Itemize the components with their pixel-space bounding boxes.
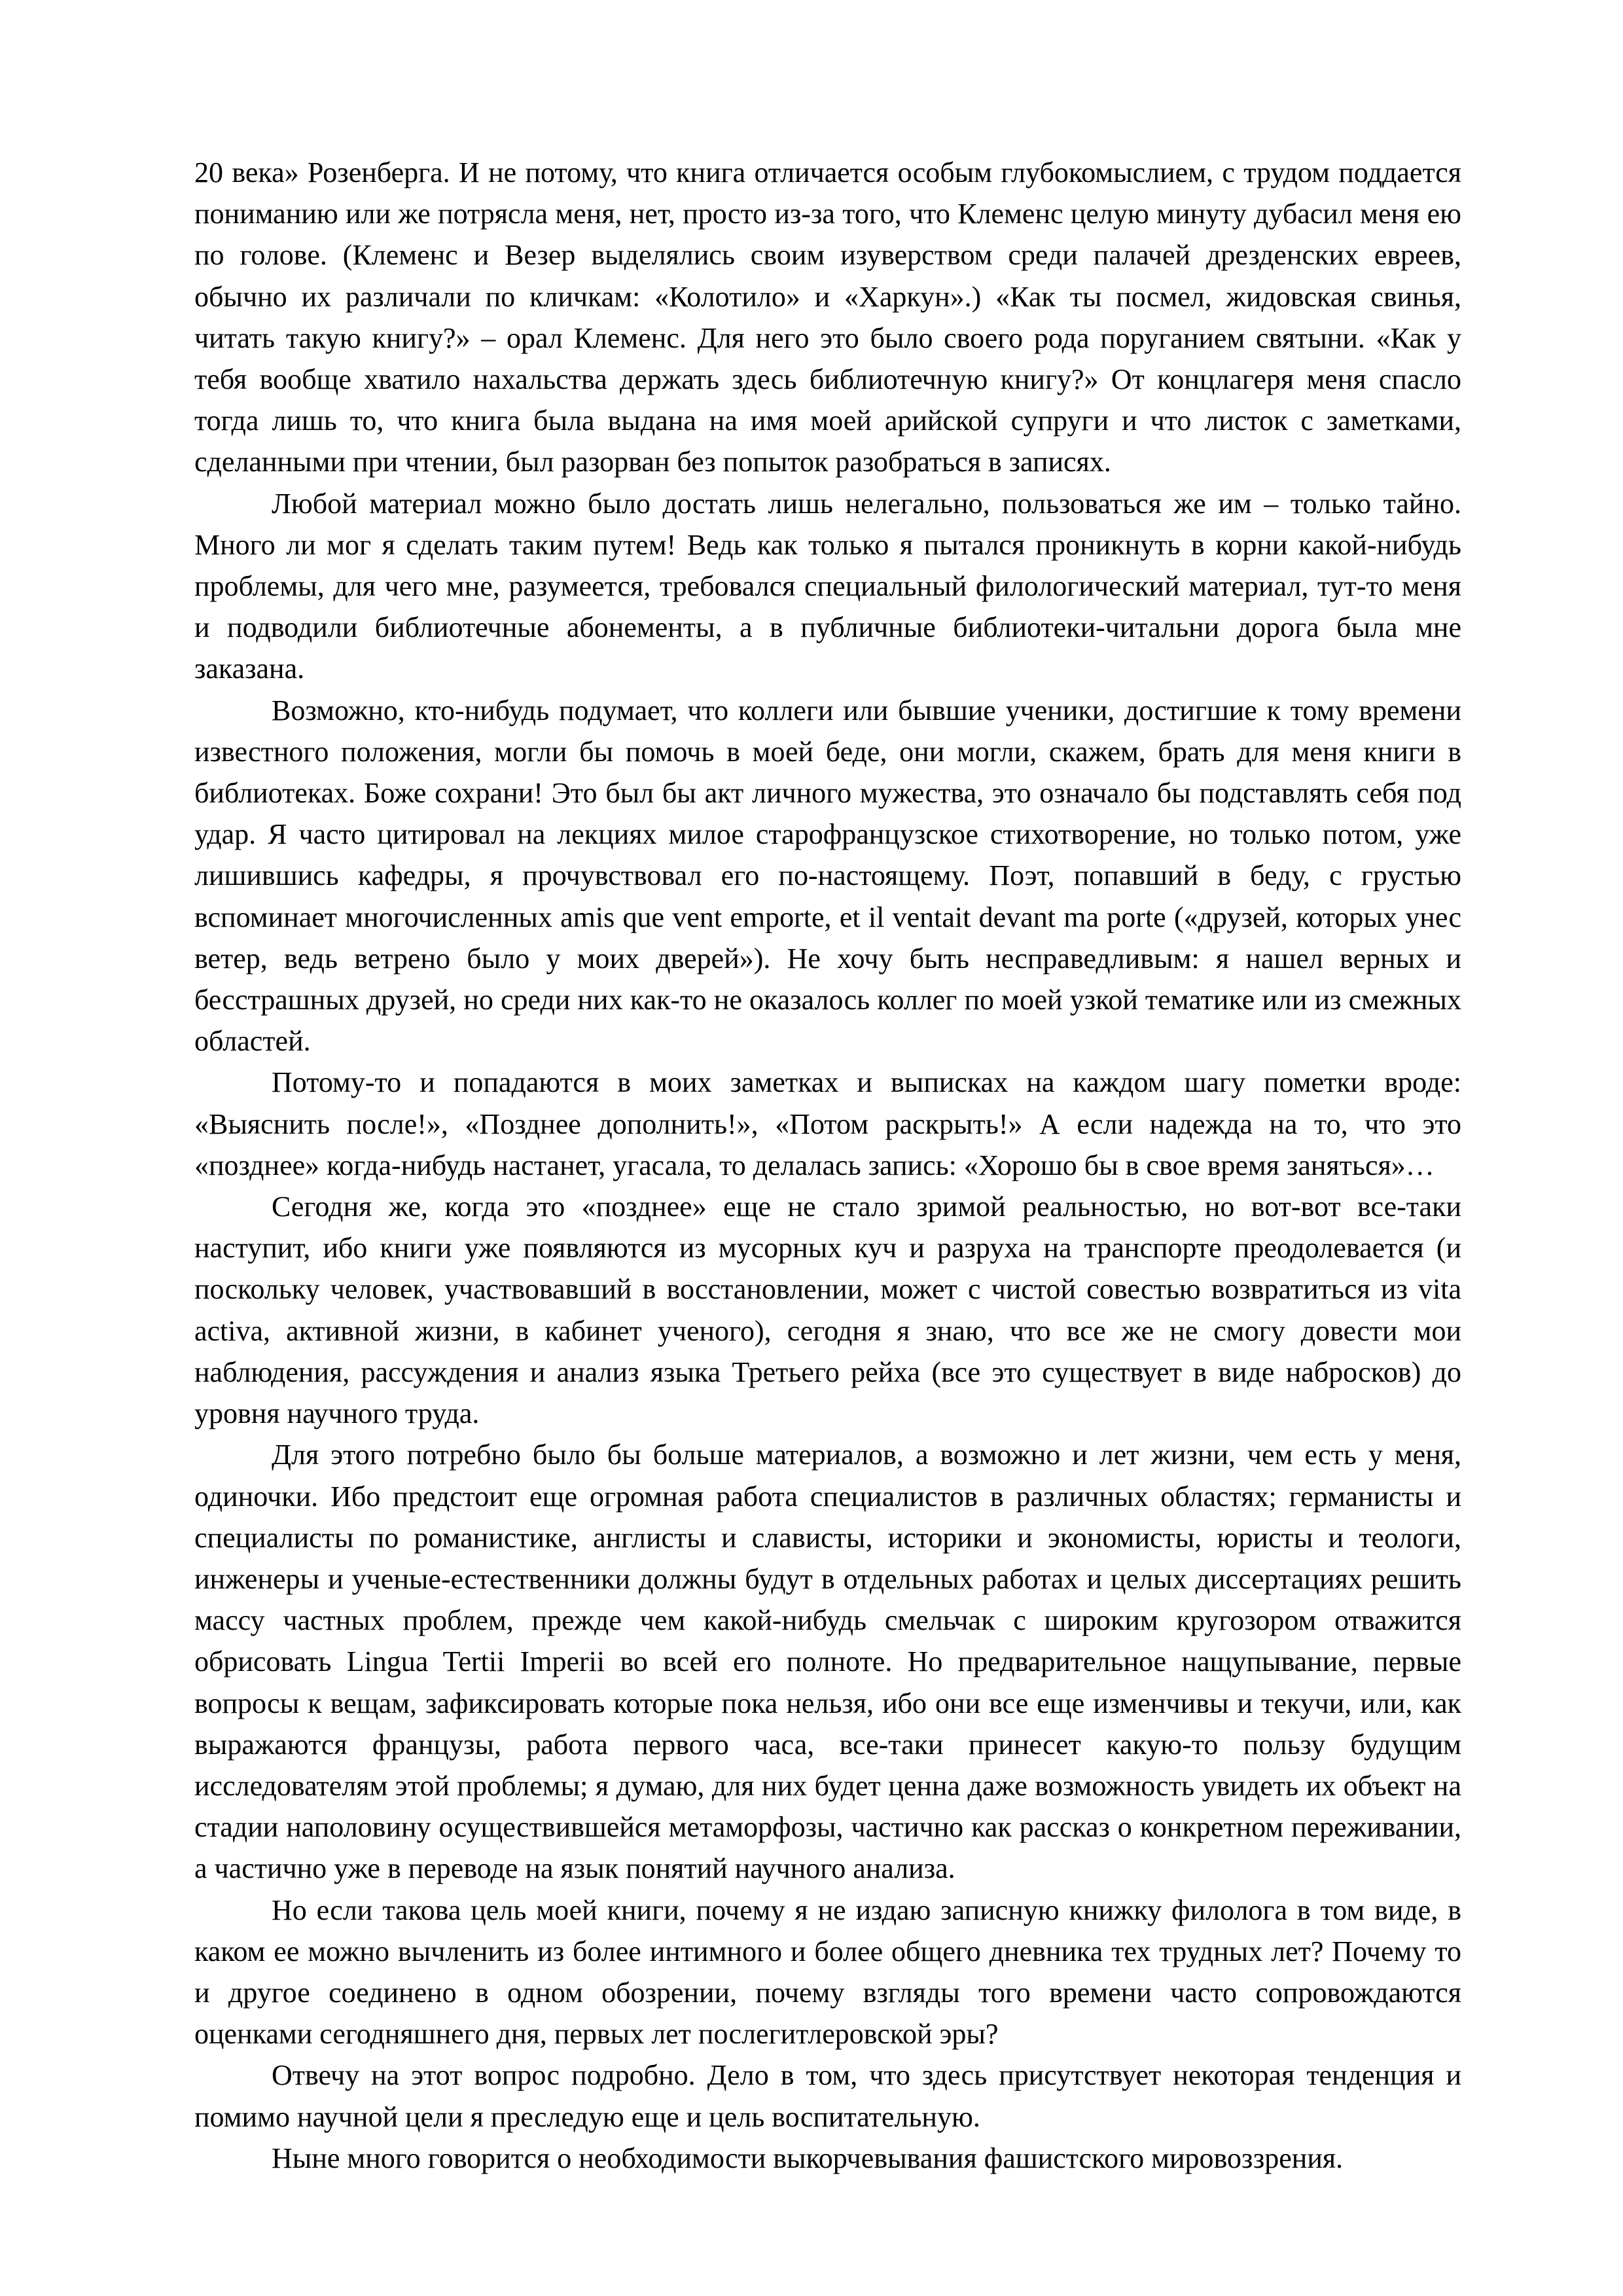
paragraph: Потому-то и попадаются в моих заметках и выписках на каждом шагу пометки вроде: «Выяснить после!», «Позднее дополнить!», «Потом раскрыть!» А если надежда на то, что это «позднее» когда-нибудь настанет, угасала, то делалась запись: «Хорошо бы в свое время заняться»… (194, 1066, 1461, 1181)
paragraph: Отвечу на этот вопрос подробно. Дело в том, что здесь присутствует некоторая тенденция и помимо научной цели я преследую еще и цель воспитательную. (194, 2059, 1461, 2133)
paragraph: Сегодня же, когда это «позднее» еще не стало зримой реальностью, но вот-вот все-таки наступит, ибо книги уже появляются из мусорных куч и разруха на транспорте преодолевается (и поскольку человек, участвовавший в восстановлении, может с чистой совестью возвратиться из vita activa, активной жизни, в кабинет ученого), сегодня я знаю, что все же не смогу довести мои наблюдения, рассуждения и анализ языка Третьего рейха (все это существует в виде набросков) до уровня научного труда. (194, 1191, 1461, 1430)
paragraph: Но если такова цель моей книги, почему я не издаю записную книжку филолога в том виде, в каком ее можно вычленить из более интимного и более общего дневника тех трудных лет? Почему то и другое соединено в одном обозрении, почему взгляды того времени часто сопровождаются оценками сегодняшнего дня, первых лет послегитлеровской эры? (194, 1893, 1461, 2051)
body-text (194, 152, 1461, 2179)
paragraph: Ныне много говорится о необходимости выкорчевывания фашистского мировоззрения. (272, 2142, 1344, 2174)
paragraph: Любой материал можно было достать лишь нелегально, пользоваться же им – только тайно. Много ли мог я сделать таким путем! Ведь как только я пытался проникнуть в корни какой-нибудь проблемы, для чего мне, разумеется, требовался специальный филологический материал, тут-то меня и подводили библиотечные абонементы, а в публичные библиотеки-читальни дорога была мне заказана. (194, 487, 1461, 685)
paragraph-continuation: 20 века» Розенберга. И не потому, что книга отличается особым глубокомыслием, с трудом поддается пониманию или же потрясла меня, нет, просто из-за того, что Клеменс целую минуту дубасил меня ею по голове. (Клеменс и Везер выделялись своим изуверством среди палачей дрезденских евреев, обычно их различали по кличкам: «Колотило» и «Харкун».) «Как ты посмел, жидовская свинья, читать такую книгу?» – орал Клеменс. Для него это было своего рода поруганием святыни. «Как у тебя вообще хватило нахальства держать здесь библиотечную книгу?» От концлагеря меня спасло тогда лишь то, что книга была выдана на имя моей арийской супруги и что листок с заметками, сделанными при чтении, был разорван без попыток разобраться в записях. (194, 156, 1461, 478)
paragraph: Возможно, кто-нибудь подумает, что коллеги или бывшие ученики, достигшие к тому времени известного положения, могли бы помочь в моей беде, они могли, скажем, брать для меня книги в библиотеках. Боже сохрани! Это был бы акт личного мужества, это означало бы подставлять себя под удар. Я часто цитировал на лекциях милое старофранцузское стихотворение, но только потом, уже лишившись кафедры, я прочувствовал его по-настоящему. Поэт, попавший в беду, с грустью вспоминает многочисленных amis que vent emporte, et il ventait devant ma porte («друзей, которых унес ветер, ведь ветрено было у моих дверей»). Не хочу быть несправедливым: я нашел верных и бесстрашных друзей, но среди них как-то не оказалось коллег по моей узкой тематике или из смежных областей. (194, 694, 1461, 1058)
paragraph: Для этого потребно было бы больше материалов, а возможно и лет жизни, чем есть у меня, одиночки. Ибо предстоит еще огромная работа специалистов в различных областях; германисты и специалисты по романистике, англисты и слависты, историки и экономисты, юристы и теологи, инженеры и ученые-естественники должны будут в отдельных работах и целых диссертациях решить массу частных проблем, прежде чем какой-нибудь смельчак с широким кругозором отважится обрисовать Lingua Tertii Imperii во всей его полноте. Но предварительное нащупывание, первые вопросы к вещам, зафиксировать которые пока нельзя, ибо они все еще изменчивы и текучи, или, как выражаются французы, работа первого часа, все-таки принесет какую-то пользу будущим исследователям этой проблемы; я думаю, для них будет ценна даже возможность увидеть их объект на стадии наполовину осуществившейся метаморфозы, частично как рассказ о конкретном переживании, а частично уже в переводе на язык понятий научного анализа. (194, 1439, 1461, 1885)
